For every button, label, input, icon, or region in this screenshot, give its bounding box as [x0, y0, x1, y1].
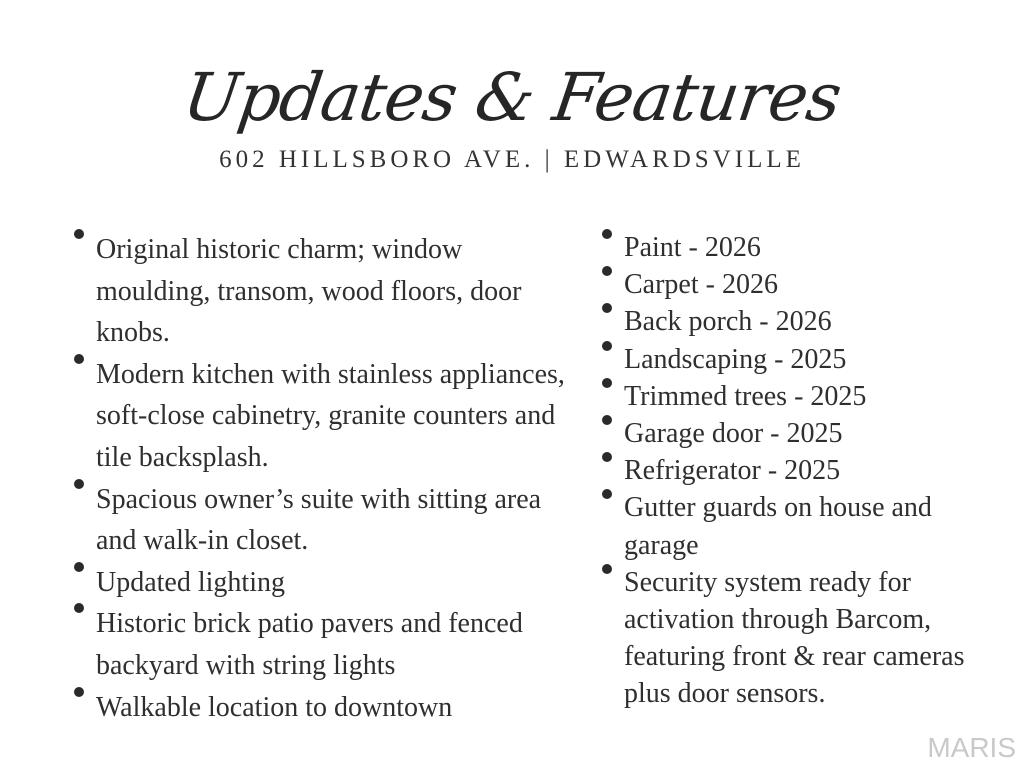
- list-item-text: Historic brick patio pavers and fenced backyard with string lights: [96, 608, 523, 681]
- bullet-icon: [602, 303, 612, 313]
- bullet-icon: [602, 266, 612, 276]
- list-item: [624, 415, 1004, 452]
- list-item-text: Modern kitchen with stainless appliances, soft-close cabinetry, granite counters and tile backsplash.: [96, 358, 565, 473]
- left-feature-list: [96, 229, 566, 728]
- list-item-text: Spacious owner’s suite with sitting area and walk-in closet.: [96, 483, 542, 557]
- list-item: [96, 562, 566, 604]
- bullet-icon: [602, 452, 612, 462]
- list-item-text: Garage door - 2025: [624, 418, 843, 450]
- list-item: [624, 303, 1004, 340]
- list-item-text: Original historic charm; window moulding, transom, wood floors, door knobs.: [96, 234, 522, 349]
- bullet-icon: [602, 229, 612, 239]
- list-item: [624, 489, 1004, 563]
- bullet-icon: [74, 687, 84, 697]
- bullet-icon: [74, 229, 84, 239]
- list-item-text: Back porch - 2026: [624, 306, 832, 338]
- address-subtitle: 602 HILLSBORO AVE. | EDWARDSVILLE: [219, 146, 805, 173]
- list-item-text: Landscaping - 2025: [624, 343, 847, 375]
- list-item-text: Trimmed trees - 2025: [624, 380, 867, 412]
- bullet-icon: [74, 562, 84, 572]
- bullet-icon: [602, 341, 612, 351]
- list-item-text: Walkable location to downtown: [96, 691, 453, 723]
- list-item: [624, 229, 1004, 266]
- bullet-icon: [602, 564, 612, 574]
- bullet-icon: [74, 603, 84, 613]
- list-item: [96, 229, 566, 354]
- bullet-icon: [74, 354, 84, 364]
- maris-watermark: MARIS: [927, 732, 1016, 763]
- list-item-text: Refrigerator - 2025: [624, 455, 841, 487]
- bullet-icon: [602, 415, 612, 425]
- list-item: [624, 452, 1004, 489]
- bullet-icon: [602, 378, 612, 388]
- bullet-icon: [602, 489, 612, 499]
- bullet-icon: [74, 479, 84, 489]
- list-item: [96, 687, 566, 729]
- right-feature-list: [624, 229, 1004, 713]
- list-item: [624, 564, 1004, 713]
- list-item: [624, 378, 1004, 415]
- list-item-text: Carpet - 2026: [624, 269, 778, 301]
- list-item: [624, 266, 1004, 303]
- list-item-text: Updated lighting: [96, 566, 285, 598]
- list-item-text: Security system ready for activation through Barcom, featuring front & rear cameras plus door sensors.: [624, 566, 965, 710]
- list-item: [96, 603, 566, 686]
- list-item-text: Gutter guards on house and garage: [624, 492, 932, 561]
- list-item-text: Paint - 2026: [624, 232, 761, 263]
- list-item: [96, 479, 566, 562]
- list-item: [624, 341, 1004, 378]
- page-title: Updates & Features: [178, 59, 846, 136]
- list-item: [96, 354, 566, 479]
